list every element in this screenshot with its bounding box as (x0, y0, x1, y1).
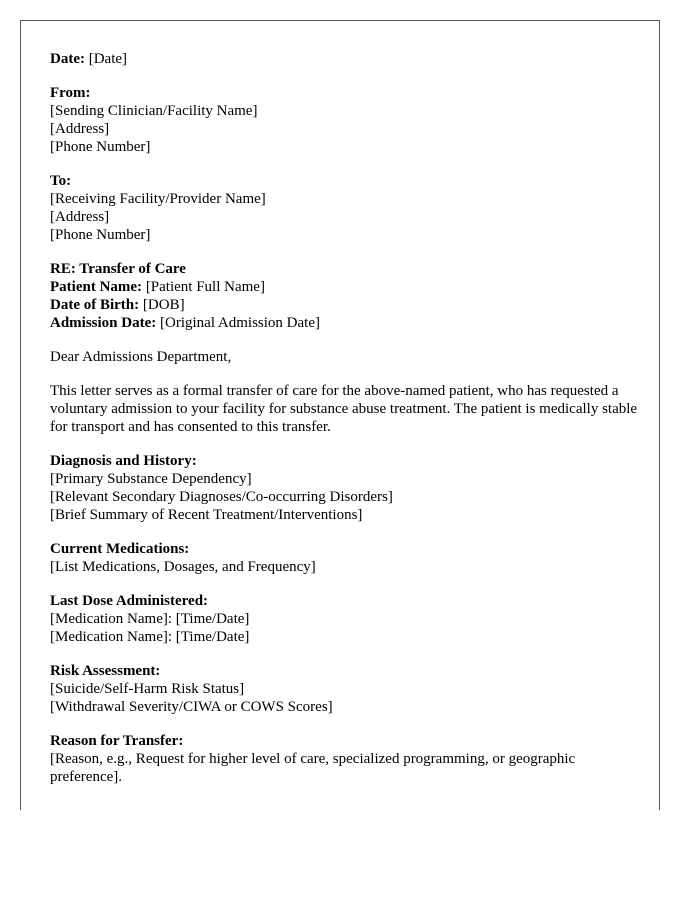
risk-assessment-heading: Risk Assessment: (50, 663, 161, 679)
patient-name-value: [Patient Full Name] (142, 279, 265, 295)
section-line: [Medication Name]: [Time/Date] (50, 611, 250, 627)
section-line: [Reason, e.g., Request for higher level of care, specialized programming, or geographic preference]. (50, 751, 576, 785)
medications-heading: Current Medications: (50, 541, 190, 557)
section-line: [Primary Substance Dependency] (50, 471, 252, 487)
reason-heading: Reason for Transfer: (50, 733, 184, 749)
from-phone: [Phone Number] (50, 139, 151, 155)
admission-date-value: [Original Admission Date] (156, 315, 320, 331)
to-name: [Receiving Facility/Provider Name] (50, 191, 266, 207)
date-label: Date: (50, 51, 85, 67)
section-line: [List Medications, Dosages, and Frequency] (50, 559, 316, 575)
dob-label: Date of Birth: (50, 297, 140, 313)
to-block (50, 172, 640, 244)
admission-date-line (50, 314, 640, 332)
section-line: [Brief Summary of Recent Treatment/Interventions] (50, 507, 363, 523)
from-address: [Address] (50, 121, 110, 137)
from-name: [Sending Clinician/Facility Name] (50, 103, 258, 119)
section-line: [Withdrawal Severity/CIWA or COWS Scores] (50, 699, 333, 715)
risk-assessment-section (50, 662, 640, 716)
last-dose-heading: Last Dose Administered: (50, 593, 209, 609)
section-line: [Relevant Secondary Diagnoses/Co-occurring Disorders] (50, 489, 393, 505)
salutation: Dear Admissions Department, (50, 349, 232, 365)
re-subject: RE: Transfer of Care (50, 261, 186, 277)
date-line (50, 50, 640, 68)
from-label: From: (50, 85, 91, 101)
re-block (50, 260, 640, 332)
to-label: To: (50, 173, 72, 189)
dob-value: [DOB] (139, 297, 185, 313)
patient-name-line (50, 278, 640, 296)
dob-line (50, 296, 640, 314)
last-dose-section (50, 592, 640, 646)
patient-name-label: Patient Name: (50, 279, 143, 295)
letter-content (50, 50, 640, 802)
to-address: [Address] (50, 209, 110, 225)
reason-section (50, 732, 640, 786)
letter-page (20, 20, 660, 810)
intro-paragraph: This letter serves as a formal transfer of care for the above-named patient, who has requested a voluntary admission to your facility for substance abuse treatment. The patient is medically stable for transport and has consented to this transfer. (50, 383, 638, 435)
section-line: [Medication Name]: [Time/Date] (50, 629, 250, 645)
medications-section (50, 540, 640, 576)
to-phone: [Phone Number] (50, 227, 151, 243)
admission-date-label: Admission Date: (50, 315, 157, 331)
section-line: [Suicide/Self-Harm Risk Status] (50, 681, 245, 697)
diagnosis-heading: Diagnosis and History: (50, 453, 197, 469)
diagnosis-section (50, 452, 640, 524)
date-value: [Date] (84, 51, 128, 67)
from-block (50, 84, 640, 156)
